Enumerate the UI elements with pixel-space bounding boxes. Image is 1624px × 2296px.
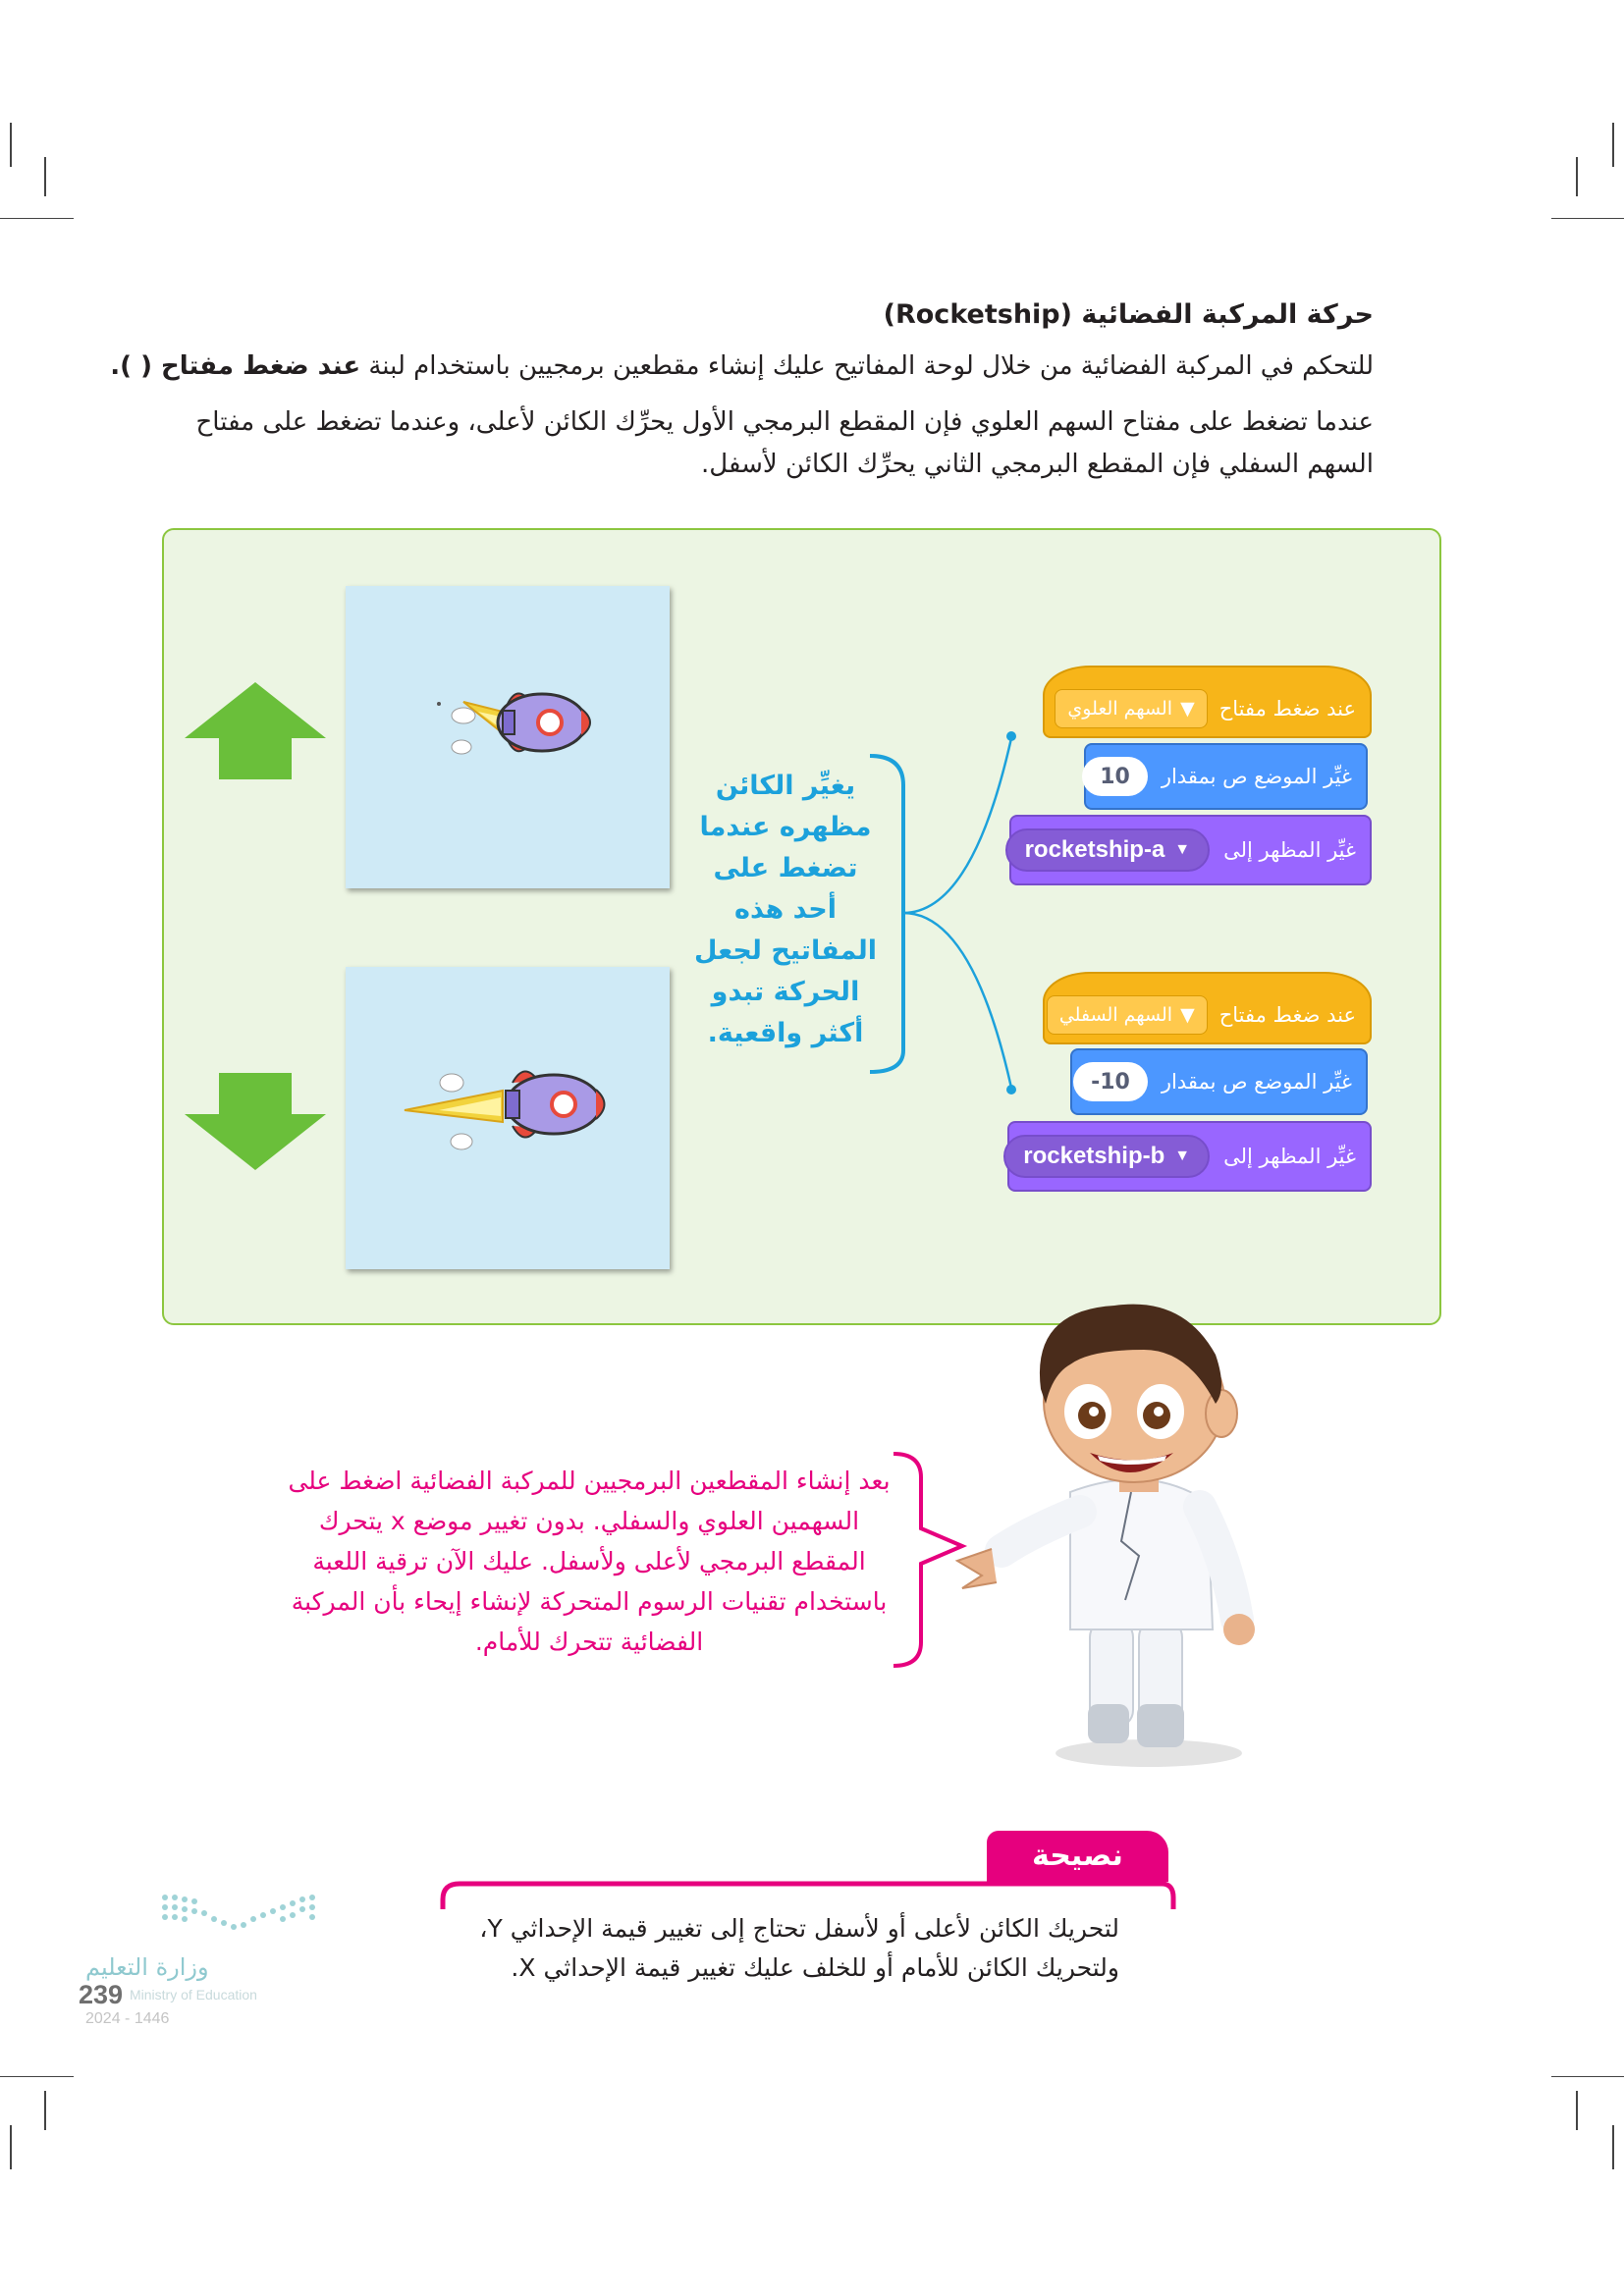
rocketship-b-sprite xyxy=(346,967,670,1269)
motion-value-input[interactable]: -10 xyxy=(1073,1062,1148,1101)
costume-value: rocketship-a xyxy=(1024,836,1165,863)
key-dropdown[interactable] xyxy=(1047,995,1208,1035)
chevron-down-icon: ▼ xyxy=(1174,1148,1191,1164)
tip-frame xyxy=(440,1870,1176,1914)
ministry-name: وزارة التعليم xyxy=(85,1953,209,1981)
bracket-connector xyxy=(864,726,1021,1099)
motion-block-down[interactable] xyxy=(1070,1048,1368,1115)
looks-label: غيِّر المظهر إلى xyxy=(1223,838,1356,862)
costume-change-note: يغيِّر الكائن مظهره عندما تضغط على أحد هذه المفاتيح لجعل الحركة تبدو أكثر واقعية. xyxy=(693,771,878,1048)
tip-line-2: ولتحريك الكائن للأمام أو للخلف عليك تغيير قيمة الإحداثي X. xyxy=(511,1953,1119,1982)
ministry-name-en: Ministry of Education xyxy=(130,1987,257,2002)
motion-label: غيِّر الموضع ص بمقدار xyxy=(1161,765,1352,788)
motion-label: غيِّر الموضع ص بمقدار xyxy=(1161,1070,1352,1094)
crop-mark xyxy=(1551,218,1624,219)
intro-line-1 xyxy=(110,351,1374,381)
looks-label: غيِّر المظهر إلى xyxy=(1223,1145,1356,1168)
boy-character-illustration xyxy=(943,1296,1267,1777)
intro-line-2: عندما تضغط على مفتاح السهم العلوي فإن المقطع البرمجي الأول يحرِّك الكائن لأعلى، وعندما تضغط على مفتاح xyxy=(195,407,1374,437)
intro-line-3: السهم السفلي فإن المقطع البرمجي الثاني يحرِّك الكائن لأسفل. xyxy=(701,450,1374,479)
intro-line-1-text: للتحكم في المركبة الفضائية من خلال لوحة المفاتيح عليك إنشاء مقطعين برمجيين باستخدام لبنة xyxy=(360,351,1374,381)
event-block-up[interactable] xyxy=(1043,666,1372,738)
down-arrow-icon xyxy=(182,1070,329,1173)
crop-mark xyxy=(44,2091,46,2130)
year: 2024 - 1446 xyxy=(85,2010,170,2027)
chevron-down-icon: ▼ xyxy=(1180,1004,1195,1026)
key-dropdown[interactable] xyxy=(1055,689,1207,728)
looks-block-down[interactable] xyxy=(1007,1121,1372,1192)
page-number: 239 xyxy=(79,1980,124,2009)
rocketship-a-sprite xyxy=(346,586,670,888)
crop-mark xyxy=(1551,2076,1624,2077)
intro-line-1-bold: عند ضغط مفتاح ( ). xyxy=(110,351,361,381)
chevron-down-icon: ▼ xyxy=(1180,698,1195,720)
crop-mark xyxy=(10,123,12,167)
crop-mark xyxy=(44,157,46,196)
key-option: السهم السفلي xyxy=(1058,1004,1173,1026)
event-label: عند ضغط مفتاح xyxy=(1218,1003,1356,1027)
stage-preview-down xyxy=(346,967,670,1269)
tip-text xyxy=(452,1909,1119,1988)
costume-value: rocketship-b xyxy=(1023,1143,1165,1169)
crop-mark xyxy=(1612,2125,1614,2169)
crop-mark xyxy=(10,2125,12,2169)
tip-line-1: لتحريك الكائن لأعلى أو لأسفل تحتاج إلى تغيير قيمة الإحداثي Y، xyxy=(479,1914,1119,1943)
motion-block-up[interactable] xyxy=(1084,743,1368,810)
section-title: حركة المركبة الفضائية (Rocketship) xyxy=(883,299,1374,330)
looks-block-up[interactable] xyxy=(1009,815,1372,885)
ministry-logo-icon xyxy=(157,1890,324,1941)
crop-mark xyxy=(0,218,74,219)
stage-preview-up xyxy=(346,586,670,888)
up-arrow-icon xyxy=(182,679,329,782)
costume-dropdown[interactable] xyxy=(1005,828,1211,872)
tip-label: نصيحة xyxy=(987,1831,1168,1882)
crop-mark xyxy=(0,2076,74,2077)
crop-mark xyxy=(1612,123,1614,167)
crop-mark xyxy=(1576,2091,1578,2130)
motion-value-input[interactable]: 10 xyxy=(1082,757,1148,796)
key-option: السهم العلوي xyxy=(1067,698,1173,720)
costume-dropdown[interactable] xyxy=(1003,1135,1210,1178)
instruction-note: بعد إنشاء المقطعين البرمجيين للمركبة الفضائية اضغط على السهمين العلوي والسفلي. بدون تغيير موضع x يتحرك المقطع البرمجي لأعلى ولأسفل. عليك الآن ترقية اللعبة باستخدام تقنيات الرسوم المتحركة لإنشاء إيحاء بأن المركبة الفضائية تتحرك للأمام. xyxy=(288,1467,891,1656)
crop-mark xyxy=(1576,157,1578,196)
event-block-down[interactable] xyxy=(1043,972,1372,1044)
event-label: عند ضغط مفتاح xyxy=(1218,697,1356,721)
chevron-down-icon: ▼ xyxy=(1174,841,1191,858)
